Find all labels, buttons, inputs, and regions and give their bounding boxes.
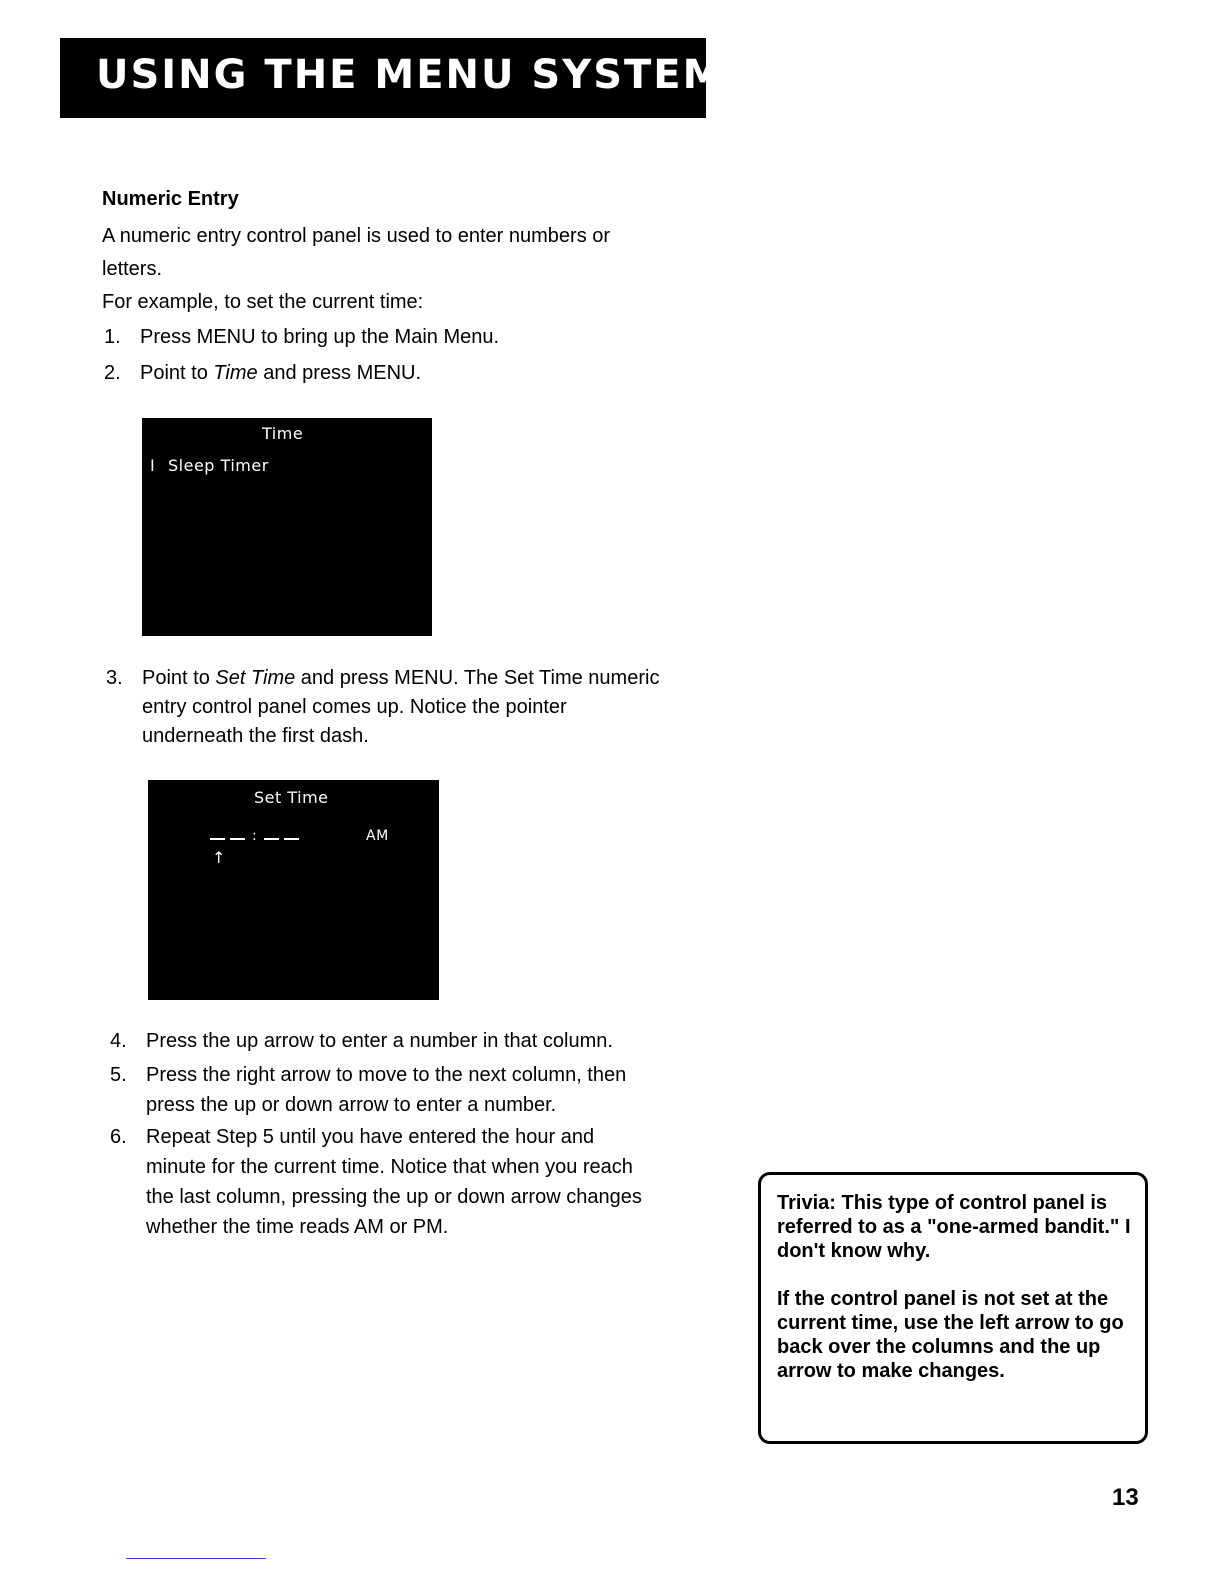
step-text: Point to Time and press MENU. [140, 362, 422, 384]
minute-dash-2 [284, 838, 299, 840]
step-text: entry control panel comes up. Notice the pointer [142, 696, 567, 718]
page-title: USING THE MENU SYSTEM [96, 52, 725, 98]
intro-paragraph: A numeric entry control panel is used to enter numbers or letters. [102, 225, 611, 280]
step-text: Press MENU to bring up the Main Menu. [140, 326, 500, 348]
minute-dash-1 [264, 838, 279, 840]
time-colon: : [252, 828, 257, 844]
step-text: Press the up arrow to enter a number in that column. [146, 1030, 613, 1052]
step-number: 6. [110, 1126, 127, 1148]
step-number: 2. [104, 362, 121, 384]
step-text: Point to Set Time and press MENU. The Set Time numeric [142, 667, 660, 689]
section-heading: Numeric Entry [102, 188, 239, 210]
am-pm-indicator: AM [366, 828, 389, 844]
up-arrow-pointer-icon: ↑ [212, 848, 226, 867]
trivia-paragraph: Trivia: This type of control panel is referred to as a "one-armed bandit." I don't know why. [777, 1192, 1131, 1262]
step-text: underneath the first dash. [142, 725, 369, 747]
step-number: 3. [106, 667, 123, 689]
step-text: Press the right arrow to move to the next column, then [146, 1064, 627, 1086]
step-number: 5. [110, 1064, 127, 1086]
page-number: 13 [1112, 1484, 1139, 1511]
example-paragraph: For example, to set the current time: [102, 291, 424, 313]
section-header-bar [60, 38, 725, 118]
trivia-callout-box [758, 1172, 1148, 1444]
menu-item-pointer: I [150, 456, 156, 475]
set-time-screen [148, 780, 439, 1000]
screen-title: Set Time [254, 788, 329, 807]
step-text: whether the time reads AM or PM. [146, 1216, 449, 1238]
step-number: 1. [104, 326, 121, 348]
step-text: the last column, pressing the up or down arrow changes [146, 1186, 642, 1208]
step-text: Repeat Step 5 until you have entered the hour and [146, 1126, 595, 1148]
menu-item-sleep-timer: Sleep Timer [168, 456, 269, 475]
hour-dash-2 [230, 838, 245, 840]
step-text: minute for the current time. Notice that when you reach [146, 1156, 633, 1178]
tip-paragraph: If the control panel is not set at the current time, use the left arrow to go back over the columns and the up arrow to make changes. [777, 1288, 1124, 1382]
hour-dash-1 [210, 838, 225, 840]
scan-underline [126, 1558, 266, 1559]
menu-term: Set Time [215, 667, 296, 689]
step-number: 4. [110, 1030, 127, 1052]
time-menu-screen [142, 418, 432, 636]
menu-term: Time [213, 362, 258, 384]
screen-title: Time [262, 424, 304, 443]
step-text: press the up or down arrow to enter a number. [146, 1094, 557, 1116]
